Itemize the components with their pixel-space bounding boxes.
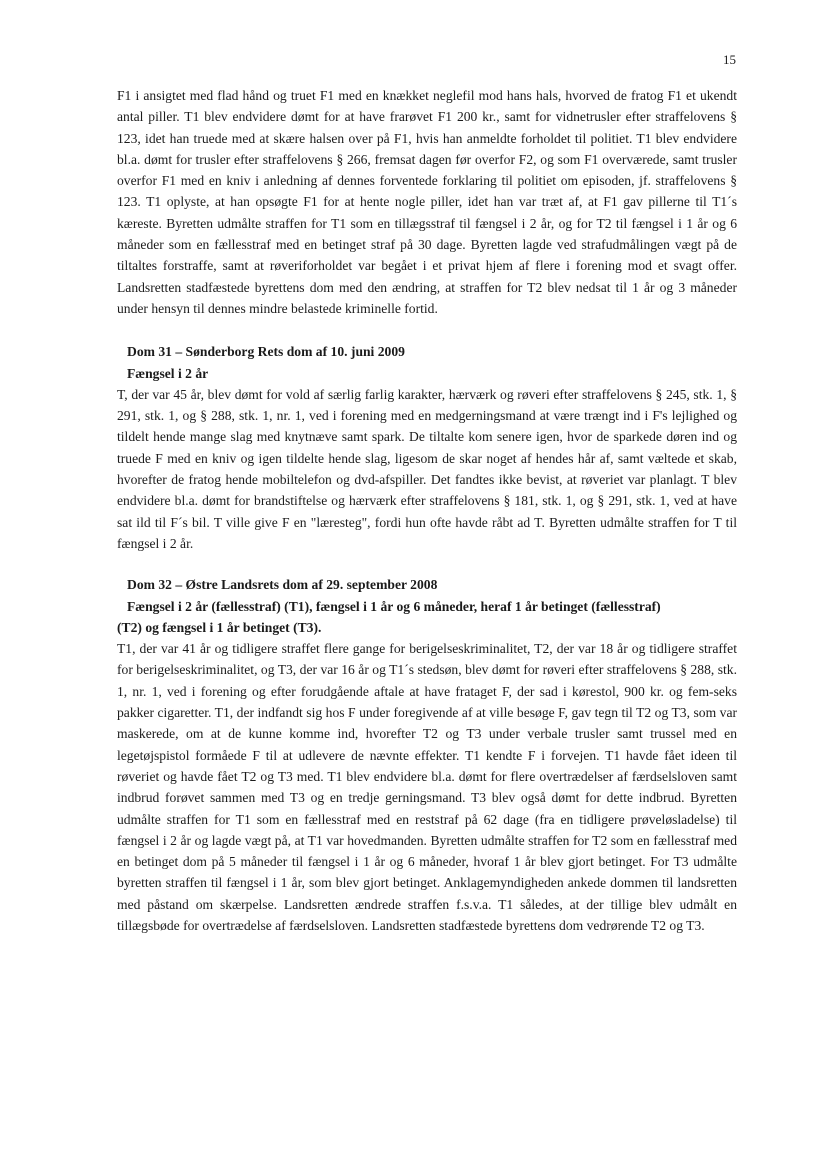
case-31-paragraph: T, der var 45 år, blev dømt for vold af særlig farlig karakter, hærværk og røveri efter straffelovens § 245, stk. 1, § 291, stk. 1, og § 288, stk. 1, nr. 1, ved i forening med en medgerningsmand at være trængt ind i F's lejlighed og tildelt hende mange slag med knytnæve samt spark. De tiltalte kom senere igen, hvor de sparkede døren ind og truede F med en kniv og igen tildelte hende slag, ligesom de skar noget af hendes hår af, samt væltede et skab, hvorefter de fratog hende mobiltelefon og dvd-afspiller. Det fandtes ikke bevist, at røveriet var planlagt. T blev endvidere bl.a. dømt for brandstiftelse og hærværk efter straffelovens § 181, stk. 1, og § 291, stk. 1, ved at have sat ild til F´s bil. T ville give F en "læresteg", fordi hun ofte havde råbt ad T. Byretten udmålte straffen for T til fængsel i 2 år.: [117, 386, 737, 551]
case-31-sentence: Fængsel i 2 år: [127, 365, 209, 381]
case-32-sentence-line1: Fængsel i 2 år (fællesstraf) (T1), fængsel i 1 år og 6 måneder, heraf 1 år betinget (fællesstraf): [127, 598, 661, 614]
page-number: 15: [723, 52, 736, 67]
case-32-sentence-line2: (T2) og fængsel i 1 år betinget (T3).: [117, 619, 322, 635]
intro-paragraph: F1 i ansigtet med flad hånd og truet F1 med en knækket neglefil mod hans hals, hvorved de fratog F1 et ukendt antal piller. T1 blev endvidere dømt for at have frarøvet F1 200 kr., samt for vidnetrusler efter straffelovens § 123, idet han truede med at skære halsen over på F1, hvis han anmeldte forholdet til politiet. T1 blev endvidere bl.a. dømt for trusler efter straffelovens § 266, fremsat dagen før overfor F2, og som F1 overværede, samt trusler overfor F1 med en kniv i anledning af dennes forventede forklaring til politiet om episoden, jf. straffelovens § 123. T1 oplyste, at han opsøgte F1 for at hente nogle piller, idet han var træt af, at F1 gav pillerne til T1´s kæreste. Byretten udmålte straffen for T1 som en tillægsstraf til fængsel i 2 år, og for T2 til fængsel i 1 år og 6 måneder som en fællesstraf med en betinget straf på 30 dage. Byretten lagde ved strafudmålingen vægt på de tiltaltes forstraffe, samt at røveriforholdet var begået i et privat hjem af flere i forening mod et svagt offer. Landsretten stadfæstede byrettens dom med den ændring, at straffen for T2 blev nedsat til 1 år og 3 måneder under hensyn til dennes mindre belastede kriminelle fortid.: [117, 88, 737, 316]
page-content: [117, 85, 737, 936]
case-32-heading: Dom 32 – Østre Landsrets dom af 29. september 2008: [127, 577, 438, 593]
case-32-paragraph: T1, der var 41 år og tidligere straffet flere gange for berigelseskriminalitet, T2, der var 18 år og tidligere straffet for berigelseskriminalitet, og T3, der var 16 år og T1´s stedsøn, blev dømt for røveri efter straffelovens § 288, stk. 1, nr. 1, ved i forening og efter forudgående aftale at have frataget F, der sad i kørestol, 900 kr. og fem-seks pakker cigaretter. T1, der indfandt sig hos F under foregivende af at ville besøge F, gav tegn til T2 og T3, som var maskerede, om at de kunne komme ind, hvorefter T2 og T3 under verbale trusler samt trussel med en legetøjspistol formåede F til at udlevere de nævnte effekter. T1 kendte F i forvejen. T1 havde fået ideen til røveriet og havde fået T2 og T3 med. T1 blev endvidere bl.a. dømt for flere overtrædelser af færdselsloven samt indbrud forøvet sammen med T3 og en tredje gerningsmand. T3 blev også dømt for dette indbrud. Byretten udmålte straffen for T1 som en fællesstraf med en reststraf på 62 dage (fra en tidligere prøveløsladelse) til fængsel i 2 år og lagde vægt på, at T1 var hovedmanden. Byretten udmålte straffen for T2 som en fællesstraf med en betinget dom på 5 måneder til fængsel i 1 år og 6 måneder, hvoraf 1 år blev gjort betinget. For T3 udmålte byretten straffen til fængsel i 1 år, som blev gjort betinget. Anklagemyndigheden ankede dommen til landsretten med påstand om skærpelse. Landsretten ændrede straffen f.s.v.a. T1 således, at der tillige blev udmålt en tillægsbøde for overtrædelse af færdselsloven. Landsretten stadfæstede byrettens dom vedrørende T2 og T3.: [117, 641, 737, 933]
case-31-heading: Dom 31 – Sønderborg Rets dom af 10. juni 2009: [127, 344, 405, 360]
